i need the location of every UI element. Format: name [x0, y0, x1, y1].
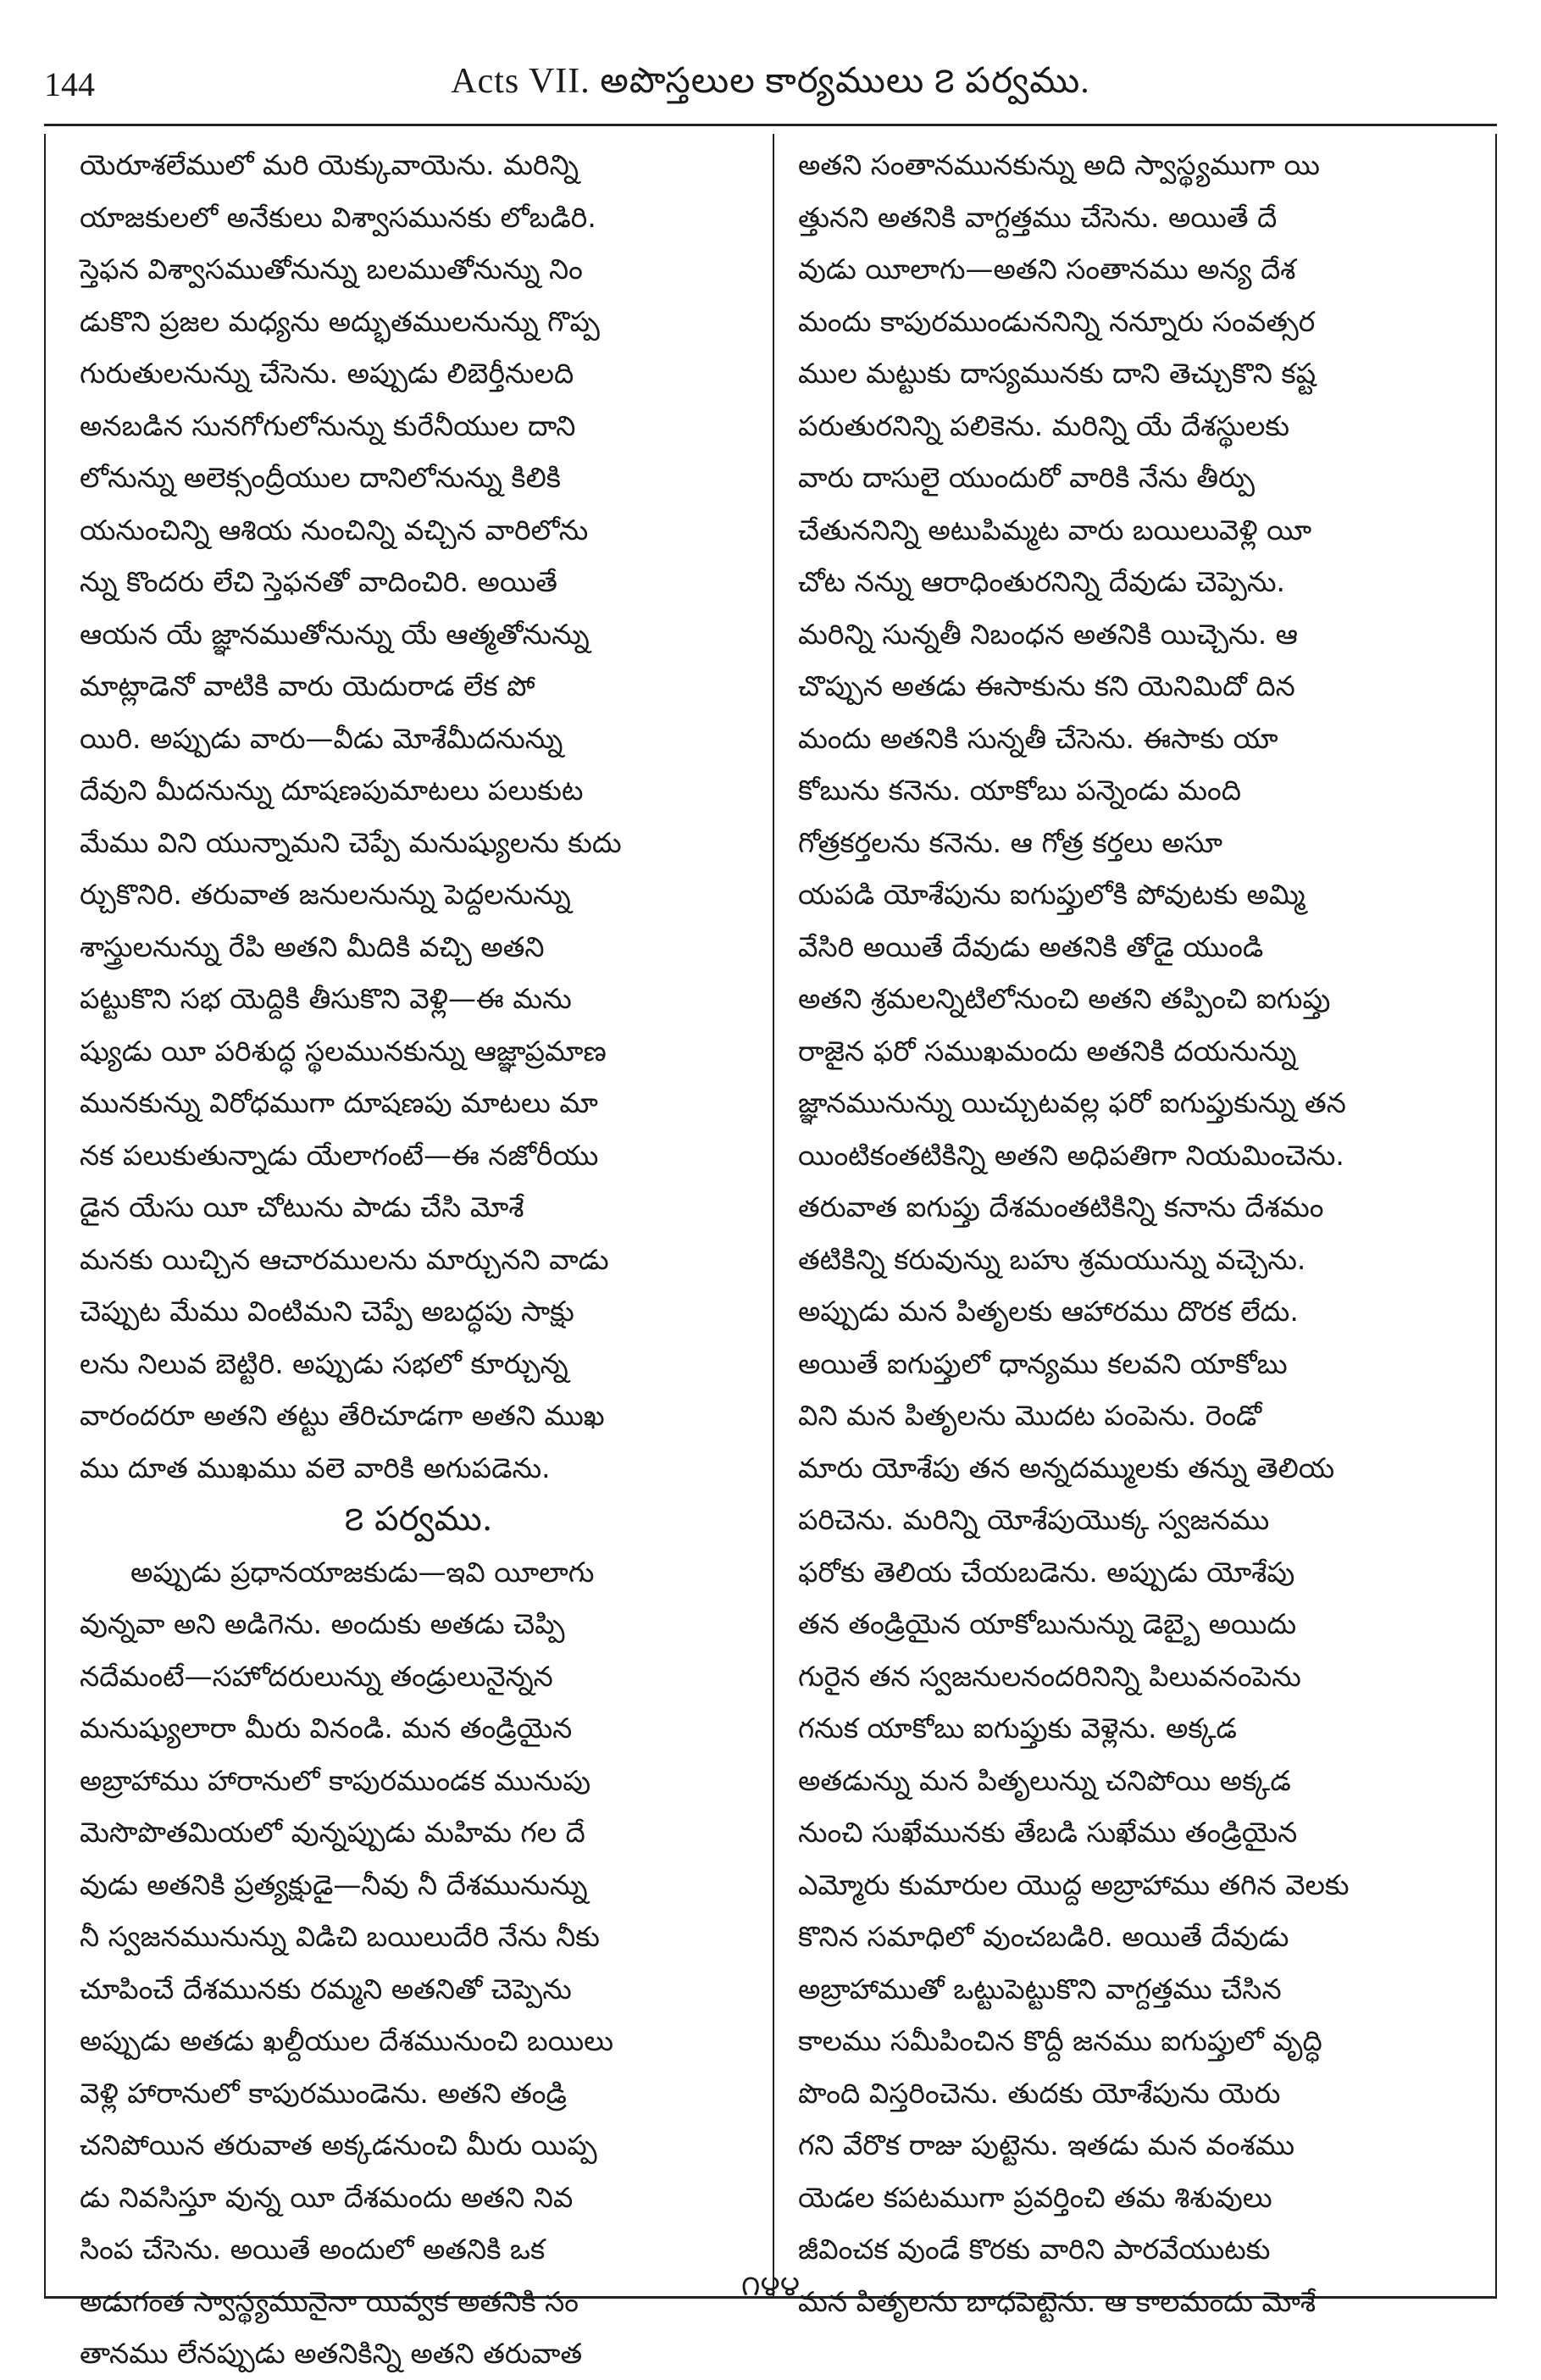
- text-line: వేసిరి అయితే దేవుడు అతనికి తోడై యుండి: [798, 929, 1264, 963]
- text-line: అప్పుడు మన పితృలకు ఆహారము దొరక లేదు.: [798, 1295, 1299, 1328]
- text-line: మేము విని యున్నామని చెప్పే మనుష్యులను కుదు: [80, 825, 622, 859]
- text-line: న్ను కొందరు లేచి స్తెఫనతో వాదించిరి. అయితే: [80, 565, 557, 598]
- text-line: చొప్పున అతడు ఈసాకును కని యెనిమిదో దిన: [798, 669, 1295, 702]
- chapter-heading: ౭ పర్వము.: [344, 1500, 493, 1539]
- column-divider: [773, 134, 774, 2296]
- text-line: వెళ్లి హారానులో కాపురముండెను. అతని తండ్రి: [80, 2076, 567, 2110]
- text-line: జీవించక వుండే కొరకు వారిని పారవేయుటకు: [798, 2233, 1271, 2266]
- text-line: ర్చుకొనిరి. తరువాత జనులనున్ను పెద్దలనున్ను: [80, 878, 571, 911]
- running-title: Acts VII. అపొస్తలుల కార్యములు ౭ పర్వము.: [451, 62, 1090, 101]
- text-line: యపడి యోశేపును ఐగుప్తులోకి పోవుటకు అమ్మి: [798, 878, 1305, 911]
- text-line: యనుంచిన్ని ఆశియ నుంచిన్ని వచ్చిన వారిలోను: [80, 513, 589, 546]
- text-line: గోత్రకర్తలను కనెను. ఆ గోత్ర కర్తలు అసూ: [798, 825, 1223, 859]
- text-line: అప్పుడు ప్రధానయాజకుడు—ఇవి యీలాగు: [130, 1555, 595, 1589]
- text-line: చెప్పుట మేము వింటిమని చెప్పే అబద్ధపు సాక్షు: [80, 1295, 574, 1328]
- text-line: పొంది విస్తరించెను. తుదకు యోశేపును యెరు: [798, 2076, 1281, 2110]
- text-line: పట్టుకొని సభ యెద్దికి తీసుకొని వెళ్లి—ఈ మను: [80, 982, 572, 1015]
- text-line: స్తెఫన విశ్వాసముతోనున్ను బలముతోనున్ను నిం: [80, 252, 583, 286]
- text-line: ము దూత ముఖము వలె వారికి అగుపడెను.: [80, 1451, 551, 1484]
- text-frame: [44, 134, 1497, 2370]
- text-line: మారు యోశేపు తన అన్నదమ్ములకు తన్ను తెలియ: [798, 1451, 1335, 1484]
- text-line: నక పలుకుతున్నాడు యేలాగంటే—ఈ నజోరీయు: [80, 1138, 599, 1172]
- text-line: వారందరూ అతని తట్టు తేరిచూడగా అతని ముఖ: [80, 1399, 605, 1432]
- text-line: సింప చేసెను. అయితే అందులో అతనికి ఒక: [80, 2233, 546, 2266]
- text-line: అనబడిన సునగోగులోనున్ను కురేనీయుల దాని: [80, 408, 576, 442]
- text-line: శాస్త్రులనున్ను రేపి అతని మీదికి వచ్చి అతని: [80, 929, 545, 963]
- text-line: లోనున్ను అలెక్సంద్రీయుల దానిలోనున్ను కిలికి: [80, 461, 562, 494]
- left-column: [80, 139, 757, 2370]
- text-line: తన తండ్రియైన యాకోబునున్ను డెబ్బై అయిదు: [798, 1607, 1297, 1640]
- text-line: చోట నన్ను ఆరాధింతురనిన్ని దేవుడు చెప్పెను.: [798, 565, 1285, 598]
- text-line: మునకున్ను విరోధముగా దూషణపు మాటలు మా: [80, 1086, 598, 1119]
- text-line: త్తునని అతనికి వాగ్దత్తము చేసెను. అయితే దే: [798, 200, 1278, 234]
- text-line: మాట్లాడెనో వాటికి వారు యెదురాడ లేక పో: [80, 669, 535, 702]
- text-line: వుడు యీలాగు—అతని సంతానము అన్య దేశ: [798, 252, 1296, 286]
- text-line: కొనిన సమాధిలో వుంచబడిరి. అయితే దేవుడు: [798, 1920, 1289, 1953]
- scanned-page: [44, 49, 1497, 2370]
- text-line: చేతుననిన్ని అటుపిమ్మట వారు బయిలువెళ్లి యీ: [798, 513, 1312, 546]
- text-line: మన పితృలను బాధపెట్టెను. ఆ కాలమందు మోశే: [798, 2284, 1317, 2318]
- text-line: ముల మట్టుకు దాస్యమునకు దాని తెచ్చుకొని కష్ట: [798, 357, 1317, 390]
- text-line: ష్యుడు యీ పరిశుద్ధ స్థలమునకున్ను ఆజ్ఞాప్రమాణ: [80, 1034, 607, 1068]
- text-line: మందు కాపురముండునని‌న్ని నన్నూరు సంవత్సర: [798, 304, 1316, 338]
- text-line: మనుష్యులారా మీరు వినండి. మన తండ్రియైన: [80, 1711, 573, 1745]
- text-line: ఎమ్మోరు కుమారుల యొద్ద అబ్రాహాము తగిన వెలకు: [798, 1867, 1350, 1901]
- text-line: కాలము సమీపించిన కొద్దీ జనము ఐగుప్తులో వృద్ధి: [798, 2024, 1322, 2057]
- text-line: యాజకులలో అనేకులు విశ్వాసమునకు లోబడిరి.: [80, 200, 596, 234]
- text-line: గురుతులనున్ను చేసెను. అప్పుడు లిబెర్తీనులది: [80, 357, 574, 390]
- text-line: నీ స్వజనమునున్ను విడిచి బయిలుదేరి నేను నీకు: [80, 1920, 600, 1953]
- text-line: మందు అతనికి సున్నతీ చేసెను. ఈసాకు యా: [798, 721, 1278, 755]
- text-line: డు నివసిస్తూ వున్న యీ దేశమందు అతని నివ: [80, 2180, 574, 2214]
- text-line: అతని సంతానమునకున్ను అది స్వాస్థ్యముగా యి: [798, 148, 1320, 181]
- text-line: మనకు యిచ్చిన ఆచారములను మార్చునని వాడు: [80, 1242, 609, 1276]
- text-line: పరుతురనిన్ని పలికెను. మరిన్ని యే దేశస్థులకు: [798, 408, 1290, 442]
- text-line: చూపించే దేశమునకు రమ్మని అతనితో చెప్పెను: [80, 1972, 572, 2006]
- text-line: కోబును కనెను. యాకోబు పన్నెండు మంది: [798, 774, 1242, 807]
- text-line: అయితే ఐగుప్తులో ధాన్యము కలవని యాకోబు: [798, 1346, 1288, 1380]
- page-header: [44, 49, 1497, 130]
- text-line: అడుగంత స్వాస్థ్యమునైనా యివ్వక అతనికి సం: [80, 2284, 579, 2318]
- text-line: అతడున్ను మన పితృలున్ను చనిపోయి అక్కడ: [798, 1763, 1291, 1797]
- text-line: గనుక యాకోబు ఐగుప్తుకు వెళ్లెను. అక్కడ: [798, 1711, 1237, 1745]
- text-line: తరువాత ఐగుప్తు దేశమంతటికిన్ని కనాను దేశమం: [798, 1190, 1324, 1223]
- text-line: అబ్రాహాము హారానులో కాపురముండక మునుపు: [80, 1763, 591, 1797]
- text-line: అప్పుడు అతడు ఖల్దీయుల దేశమునుంచి బయిలు: [80, 2024, 614, 2057]
- text-line: లను నిలువ బెట్టిరి. అప్పుడు సభలో కూర్చున్న: [80, 1346, 568, 1380]
- text-line: వారు దాసులై యుందురో వారికి నేను తీర్పు: [798, 461, 1255, 494]
- text-line: నుంచి సుఖేమునకు తేబడి సుఖేము తండ్రియైన: [798, 1816, 1298, 1849]
- text-line: తానము లేనప్పుడు అతనికిన్ని అతని తరువాత: [80, 2337, 583, 2370]
- text-line: డైన యేసు యీ చోటును పాడు చేసి మోశే: [80, 1190, 524, 1223]
- page-number: 144: [44, 65, 95, 103]
- text-line: అబ్రాహాముతో ఒట్టుపెట్టుకొని వాగ్దత్తము చేసిన: [798, 1972, 1282, 2006]
- text-line: చనిపోయిన తరువాత అక్కడనుంచి మీరు యిప్ప: [80, 2128, 597, 2161]
- text-line: డుకొని ప్రజల మధ్యను అద్భుతములనున్ను గొప్ప: [80, 304, 600, 338]
- text-line: వుడు అతనికి ప్రత్యక్షుడై—నీవు నీ దేశమునున్ను: [80, 1867, 588, 1901]
- text-line: యిరి. అప్పుడు వారు—వీడు మోశేమీదనున్ను: [80, 721, 563, 755]
- text-line: యెడల కపటముగా ప్రవర్తించి తమ శిశువులు: [798, 2180, 1272, 2214]
- text-line: దేవుని మీదనున్ను దూషణపుమాటలు పలుకుట: [80, 774, 584, 807]
- folio-number: ౧౪౪: [740, 2269, 801, 2303]
- text-line: గని వేరొక రాజు పుట్టెను. ఇతడు మన వంశము: [798, 2128, 1295, 2161]
- text-line: నదేమంటే—సహోదరులున్ను తండ్రులునైన్నన: [80, 1659, 553, 1693]
- text-line: జ్ఞానమునున్ను యిచ్చుటవల్ల ఫరో ఐగుప్తుకున్ను తన: [798, 1086, 1346, 1119]
- text-line: విని మన పితృలను మొదట పంపెను. రెండో: [798, 1399, 1262, 1432]
- text-line: మరిన్ని సున్నతీ నిబంధన అతనికి యిచ్చెను. ఆ: [798, 617, 1299, 651]
- text-line: రాజైన ఫరో సముఖమందు అతనికి దయనున్ను: [798, 1034, 1297, 1068]
- text-line: ఫరోకు తెలియ చేయబడెను. అప్పుడు యోశేపు: [798, 1555, 1295, 1589]
- text-line: వున్నవా అని అడిగెను. అందుకు అతడు చెప్పి: [80, 1607, 565, 1640]
- text-line: అతని శ్రమలన్నిటిలోనుంచి అతని తప్పించి ఐగుప్తు: [798, 982, 1331, 1015]
- text-line: గురైన తన స్వజనులనందరినిన్ని పిలువనంపెను: [798, 1659, 1301, 1693]
- text-line: యింటికంతటికిన్ని అతని అధిపతిగా నియమించెను.: [798, 1138, 1344, 1172]
- text-line: ఆయన యే జ్ఞానముతోనున్ను యే ఆత్మతోనున్ను: [80, 617, 590, 651]
- text-line: పరిచెను. మరిన్ని యోశేపుయొక్క స్వజనము: [798, 1503, 1270, 1536]
- header-rule: [44, 124, 1497, 126]
- text-line: యెరూశలేములో మరి యెక్కువాయెను. మరిన్ని: [80, 148, 579, 181]
- text-line: మెసొపొతమియలో వున్నప్పుడు మహిమ గల దే: [80, 1816, 585, 1849]
- text-line: తటికిన్ని కరువున్ను బహు శ్రమయున్ను వచ్చెను.: [798, 1242, 1306, 1276]
- right-column: [798, 139, 1476, 2318]
